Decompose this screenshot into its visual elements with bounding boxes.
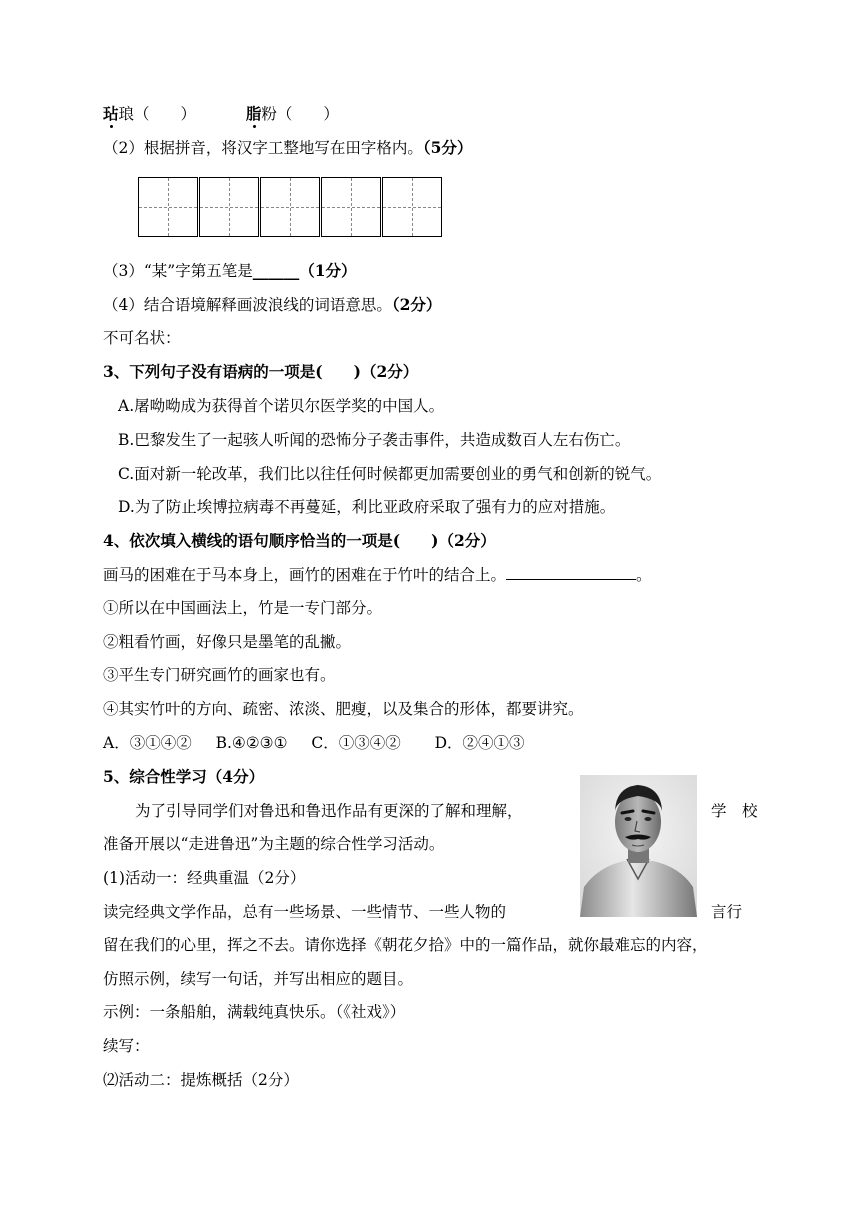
question5-activity1-line1: 读完经典文学作品，总有一些场景、一些情节、一些人物的 bbox=[103, 903, 507, 921]
q3-blank[interactable]: ______ bbox=[252, 261, 300, 280]
question5-activity2-title: ⑵活动二：提炼概括（2分） bbox=[103, 1071, 299, 1089]
question5-activity1-title: (1)活动一：经典重温（2分） bbox=[103, 869, 306, 887]
question5-intro-line2: 准备开展以“走进鲁迅”为主题的综合性学习活动。 bbox=[103, 835, 445, 853]
question5-intro-line1: 为了引导同学们对鲁迅和鲁迅作品有更深的了解和理解， bbox=[135, 802, 523, 820]
q3-text: （3）“某”字第五笔是 bbox=[103, 262, 253, 280]
question4-choice-a[interactable]: A．③①④② bbox=[103, 734, 192, 752]
q4-prompt bbox=[103, 295, 441, 315]
q3-score: （1分） bbox=[299, 261, 357, 280]
q1-word-items bbox=[103, 104, 339, 124]
q4-score: （2分） bbox=[391, 295, 442, 314]
question3-option-b[interactable]: B.巴黎发生了一起骇人听闻的恐怖分子袭击事件，共造成数百人左右伤亡。 bbox=[118, 431, 631, 449]
dotted-char-2: 脂 bbox=[245, 104, 262, 123]
question4-choices bbox=[103, 733, 525, 753]
tianzige-cell[interactable] bbox=[138, 177, 198, 237]
question4-sentence-4: ④其实竹叶的方向、疏密、浓淡、肥瘦，以及集合的形体，都要讲究。 bbox=[103, 700, 584, 718]
question4-sentence-2: ②粗看竹画，好像只是墨笔的乱撇。 bbox=[103, 633, 352, 651]
question3-title: 3、下列句子没有语病的一项是( )（2分） bbox=[103, 362, 419, 381]
question5-continue-label: 续写： bbox=[103, 1037, 150, 1055]
tianzige-cell[interactable] bbox=[199, 177, 259, 237]
question5-activity1-line1-right: 言行 bbox=[711, 903, 743, 921]
question4-stem bbox=[103, 565, 652, 585]
q4-text: （4）结合语境解释画波浪线的词语意思。 bbox=[103, 296, 392, 314]
tianzige-cell[interactable] bbox=[382, 177, 442, 237]
question5-example: 示例：一条船舶，满载纯真快乐。（《社戏》） bbox=[103, 1003, 406, 1021]
question5-intro-line1-right: 学 校 bbox=[711, 802, 758, 820]
question4-stem-text: 画马的困难在于马本身上，画竹的困难在于竹叶的结合上。 bbox=[103, 566, 507, 584]
q1-item1-blank: 琅（ ） bbox=[118, 105, 197, 123]
tianzige-cell[interactable] bbox=[321, 177, 381, 237]
question5-activity1-line3: 仿照示例，续写一句话，并写出相应的题目。 bbox=[103, 970, 414, 988]
question5-title: 5、综合性学习（4分） bbox=[103, 767, 265, 786]
question4-fill-blank[interactable] bbox=[506, 565, 636, 580]
question4-sentence-1: ①所以在中国画法上，竹是一专门部分。 bbox=[103, 599, 383, 617]
q2-score: （5分） bbox=[422, 138, 473, 157]
question4-title: 4、依次填入横线的语句顺序恰当的一项是( )（2分） bbox=[103, 531, 496, 550]
question5-activity1-line2: 留在我们的心里，挥之不去。请你选择《朝花夕拾》中的一篇作品，就你最难忘的内容， bbox=[103, 936, 708, 954]
question4-sentence-3: ③平生专门研究画竹的画家也有。 bbox=[103, 666, 336, 684]
tianzige-grid bbox=[138, 177, 443, 237]
dotted-char-1: 玷 bbox=[103, 104, 119, 123]
q2-prompt bbox=[103, 138, 472, 158]
q3-prompt bbox=[103, 261, 357, 281]
question4-choice-c[interactable]: C．①③④② bbox=[311, 734, 401, 752]
question3-option-c[interactable]: C.面对新一轮改革，我们比以往任何时候都更加需要创业的勇气和创新的锐气。 bbox=[118, 465, 662, 483]
question4-choice-d[interactable]: D．②④①③ bbox=[434, 734, 525, 752]
q2-text: （2）根据拼音，将汉字工整地写在田字格内。 bbox=[103, 139, 423, 157]
question3-option-d[interactable]: D.为了防止埃博拉病毒不再蔓延，利比亚政府采取了强有力的应对措施。 bbox=[118, 498, 616, 516]
q1-item2-blank: 粉（ ） bbox=[261, 105, 339, 123]
tianzige-cell[interactable] bbox=[260, 177, 320, 237]
lu-xun-portrait bbox=[580, 775, 697, 917]
q4-term: 不可名状： bbox=[103, 329, 181, 347]
question3-option-a[interactable]: A.屠呦呦成为获得首个诺贝尔医学奖的中国人。 bbox=[118, 397, 445, 415]
question4-choice-b[interactable]: B.④②③① bbox=[215, 734, 288, 752]
question4-stem-end: 。 bbox=[636, 566, 652, 584]
